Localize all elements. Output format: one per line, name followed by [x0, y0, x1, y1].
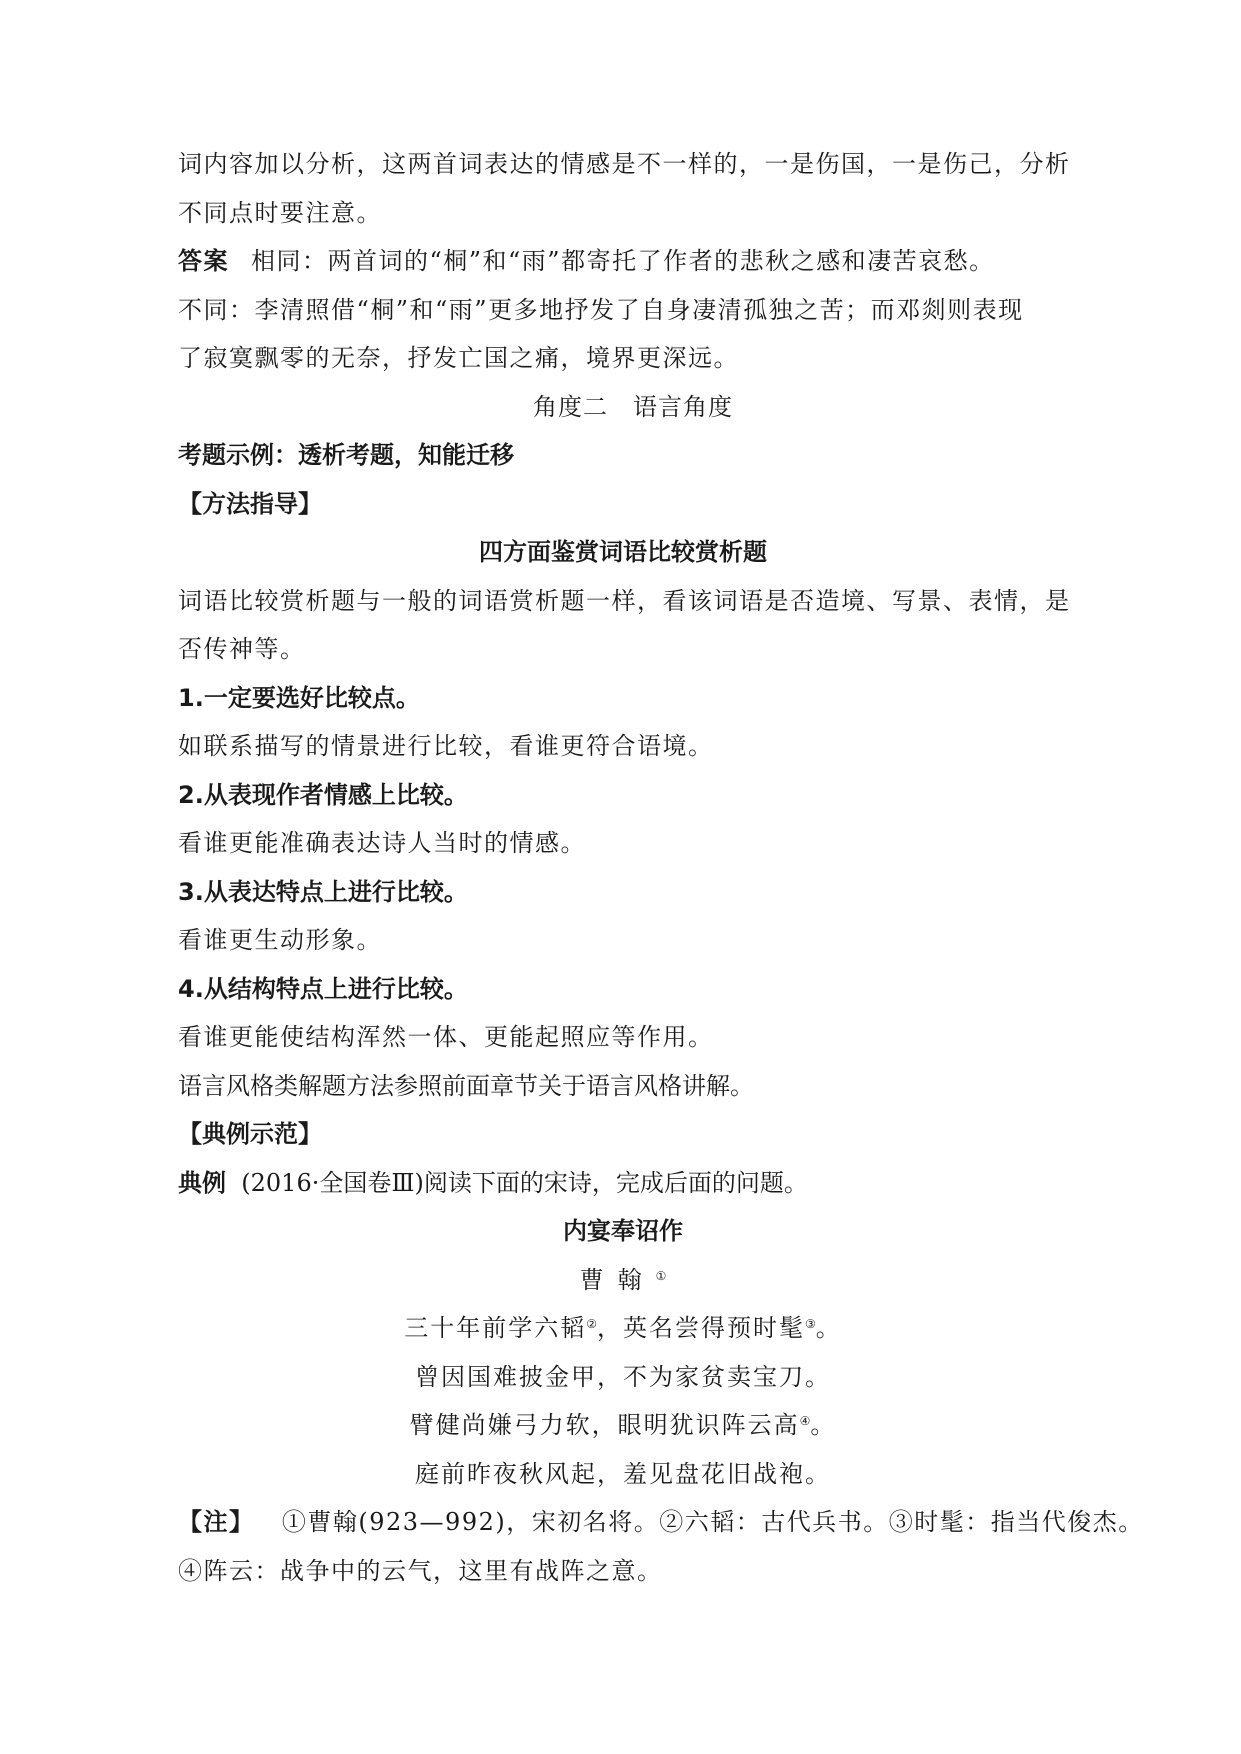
poem-line: 三十年前学六韬②，英名尝得预时髦③。 — [404, 1314, 842, 1342]
section-heading: 角度二 语言角度 — [533, 392, 733, 421]
paragraph-line: 词内容加以分析，这两首词表达的情感是不一样的，一是伤国，一是伤己，分析 — [178, 150, 1071, 178]
point-heading: 2.从表现作者情感上比较。 — [178, 780, 468, 809]
poem-author: 曹翰 — [579, 1265, 656, 1294]
document-page — [178, 140, 1144, 1595]
poem-line: 庭前昨夜秋风起，羞见盘花旧战袍。 — [415, 1459, 831, 1488]
note-line: ④阵云：战争中的云气，这里有战阵之意。 — [178, 1556, 663, 1585]
method-intro-line: 词语比较赏析题与一般的词语赏析题一样，看该词语是否造境、写景、表情，是 — [178, 586, 1071, 615]
note-label: 【注】 — [178, 1508, 255, 1536]
paragraph-line: 不同点时要注意。 — [178, 198, 382, 227]
answer-diff-line: 了寂寞飘零的无奈，抒发亡国之痛，境界更深远。 — [178, 344, 739, 372]
answer-line — [178, 237, 1068, 286]
point-text: 看谁更生动形象。 — [178, 926, 382, 954]
poem-line: 曾因国难披金甲，不为家贫卖宝刀。 — [415, 1362, 831, 1391]
point-heading: 3.从表达特点上进行比较。 — [178, 877, 468, 906]
example-intro: 考题示例：透析考题，知能迁移 — [178, 441, 514, 469]
poem-line: 臂健尚嫌弓力软，眼明犹识阵云高④。 — [409, 1411, 837, 1439]
example-tag: 典例 — [178, 1168, 226, 1197]
point-heading: 4.从结构特点上进行比较。 — [178, 974, 468, 1003]
style-note: 语言风格类解题方法参照前面章节关于语言风格讲解。 — [178, 1071, 754, 1100]
point-heading: 1.一定要选好比较点。 — [178, 683, 420, 712]
footnote-marker: ③ — [805, 1317, 816, 1331]
answer-diff-line: 不同：李清照借“桐”和“雨”更多地抒发了自身凄清孤独之苦；而邓剡则表现 — [178, 295, 1024, 324]
point-text: 看谁更能准确表达诗人当时的情感。 — [178, 829, 586, 857]
example-line — [178, 1159, 1068, 1208]
answer-label: 答案 — [178, 247, 229, 275]
footnote-marker: ④ — [799, 1414, 811, 1428]
example-label: 【典例示范】 — [178, 1120, 322, 1148]
poem-author-line — [178, 1256, 1068, 1305]
method-title: 四方面鉴赏词语比较赏析题 — [479, 538, 767, 566]
note-text: ①曹翰(923—992)，宋初名将。②六韬：古代兵书。③时髦：指当代俊杰。 — [281, 1508, 1144, 1536]
method-label: 【方法指导】 — [178, 489, 322, 518]
note-line — [178, 1498, 1144, 1547]
footnote-marker: ① — [655, 1268, 667, 1283]
method-intro-line: 否传神等。 — [178, 635, 306, 663]
poem-title: 内宴奉诏作 — [563, 1217, 683, 1245]
answer-text: 相同：两首词的“桐”和“雨”都寄托了作者的悲秋之感和凄苦哀愁。 — [251, 247, 995, 275]
point-text: 如联系描写的情景进行比较，看谁更符合语境。 — [178, 732, 714, 760]
footnote-marker: ② — [586, 1317, 597, 1331]
example-text: (2016·全国卷Ⅲ)阅读下面的宋诗，完成后面的问题。 — [241, 1168, 808, 1197]
point-text: 看谁更能使结构浑然一体、更能起照应等作用。 — [178, 1023, 714, 1051]
